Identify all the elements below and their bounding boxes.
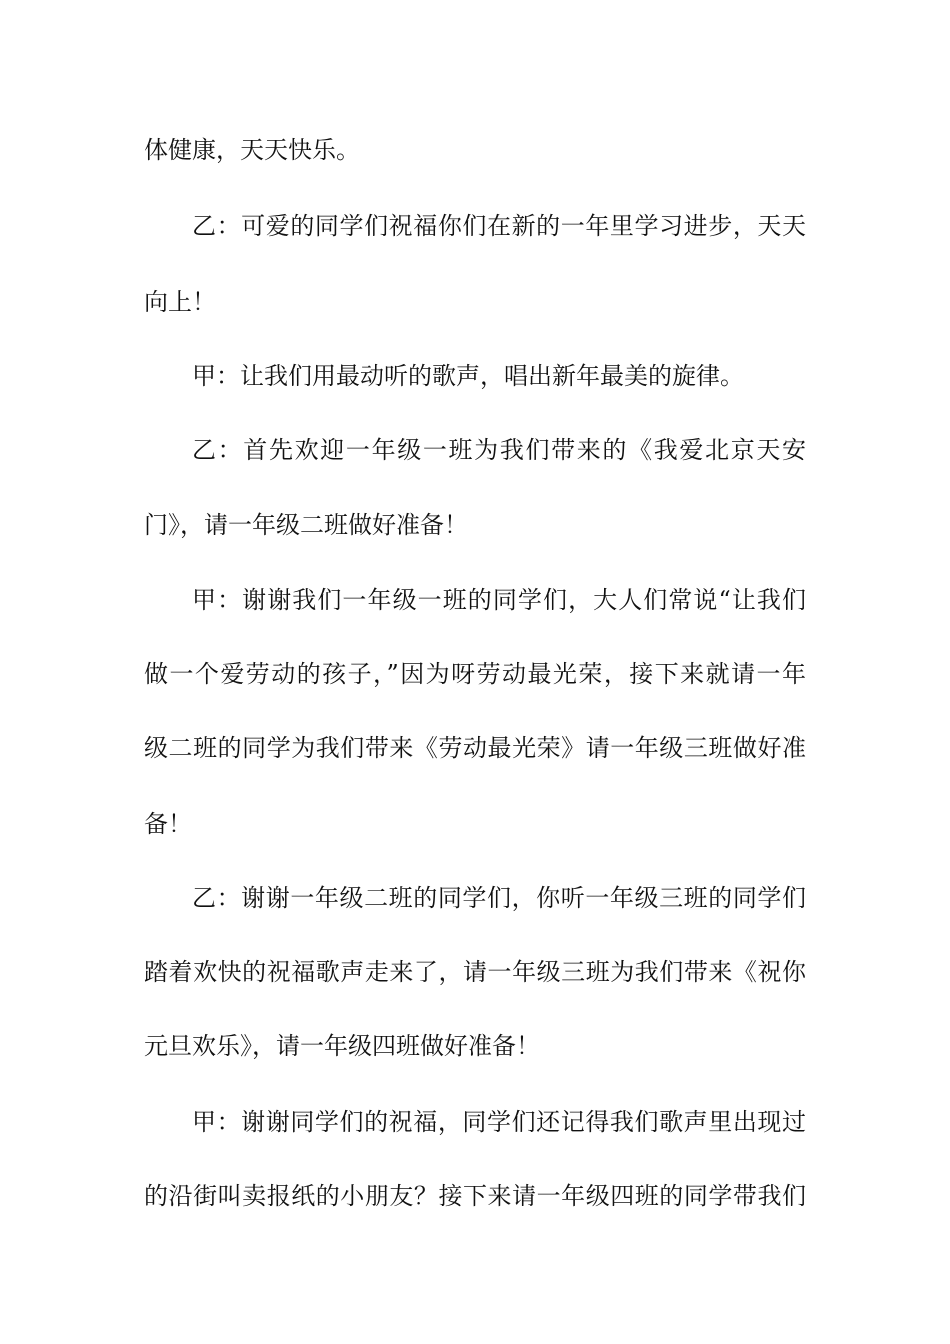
paragraph-line: 门》，请一年级二班做好准备！ — [144, 511, 468, 539]
paragraph-line: 甲：让我们用最动听的歌声，唱出新年最美的旋律。 — [192, 362, 744, 390]
paragraph-line: 体健康，天天快乐。 — [144, 136, 360, 164]
paragraph-line: 甲：谢谢同学们的祝福，同学们还记得我们歌声里出现过 — [192, 1108, 806, 1136]
paragraph-line: 向上！ — [144, 288, 216, 316]
paragraph-line: 乙：首先欢迎一年级一班为我们带来的《我爱北京天安 — [192, 436, 806, 464]
paragraph-line: 踏着欢快的祝福歌声走来了，请一年级三班为我们带来《祝你 — [144, 958, 806, 986]
paragraph-line: 级二班的同学为我们带来《劳动最光荣》请一年级三班做好准 — [144, 734, 806, 762]
paragraph-line: 备！ — [144, 810, 192, 838]
paragraph-line: 做一个爱劳动的孩子，”因为呀劳动最光荣，接下来就请一年 — [144, 660, 806, 688]
paragraph-line: 乙：谢谢一年级二班的同学们，你听一年级三班的同学们 — [192, 884, 806, 912]
paragraph-line: 甲：谢谢我们一年级一班的同学们，大人们常说“让我们 — [192, 586, 806, 614]
paragraph-line: 的沿街叫卖报纸的小朋友？接下来请一年级四班的同学带我们 — [144, 1182, 806, 1210]
paragraph-line: 乙：可爱的同学们祝福你们在新的一年里学习进步，天天 — [192, 212, 806, 240]
paragraph-line: 元旦欢乐》，请一年级四班做好准备！ — [144, 1032, 540, 1060]
